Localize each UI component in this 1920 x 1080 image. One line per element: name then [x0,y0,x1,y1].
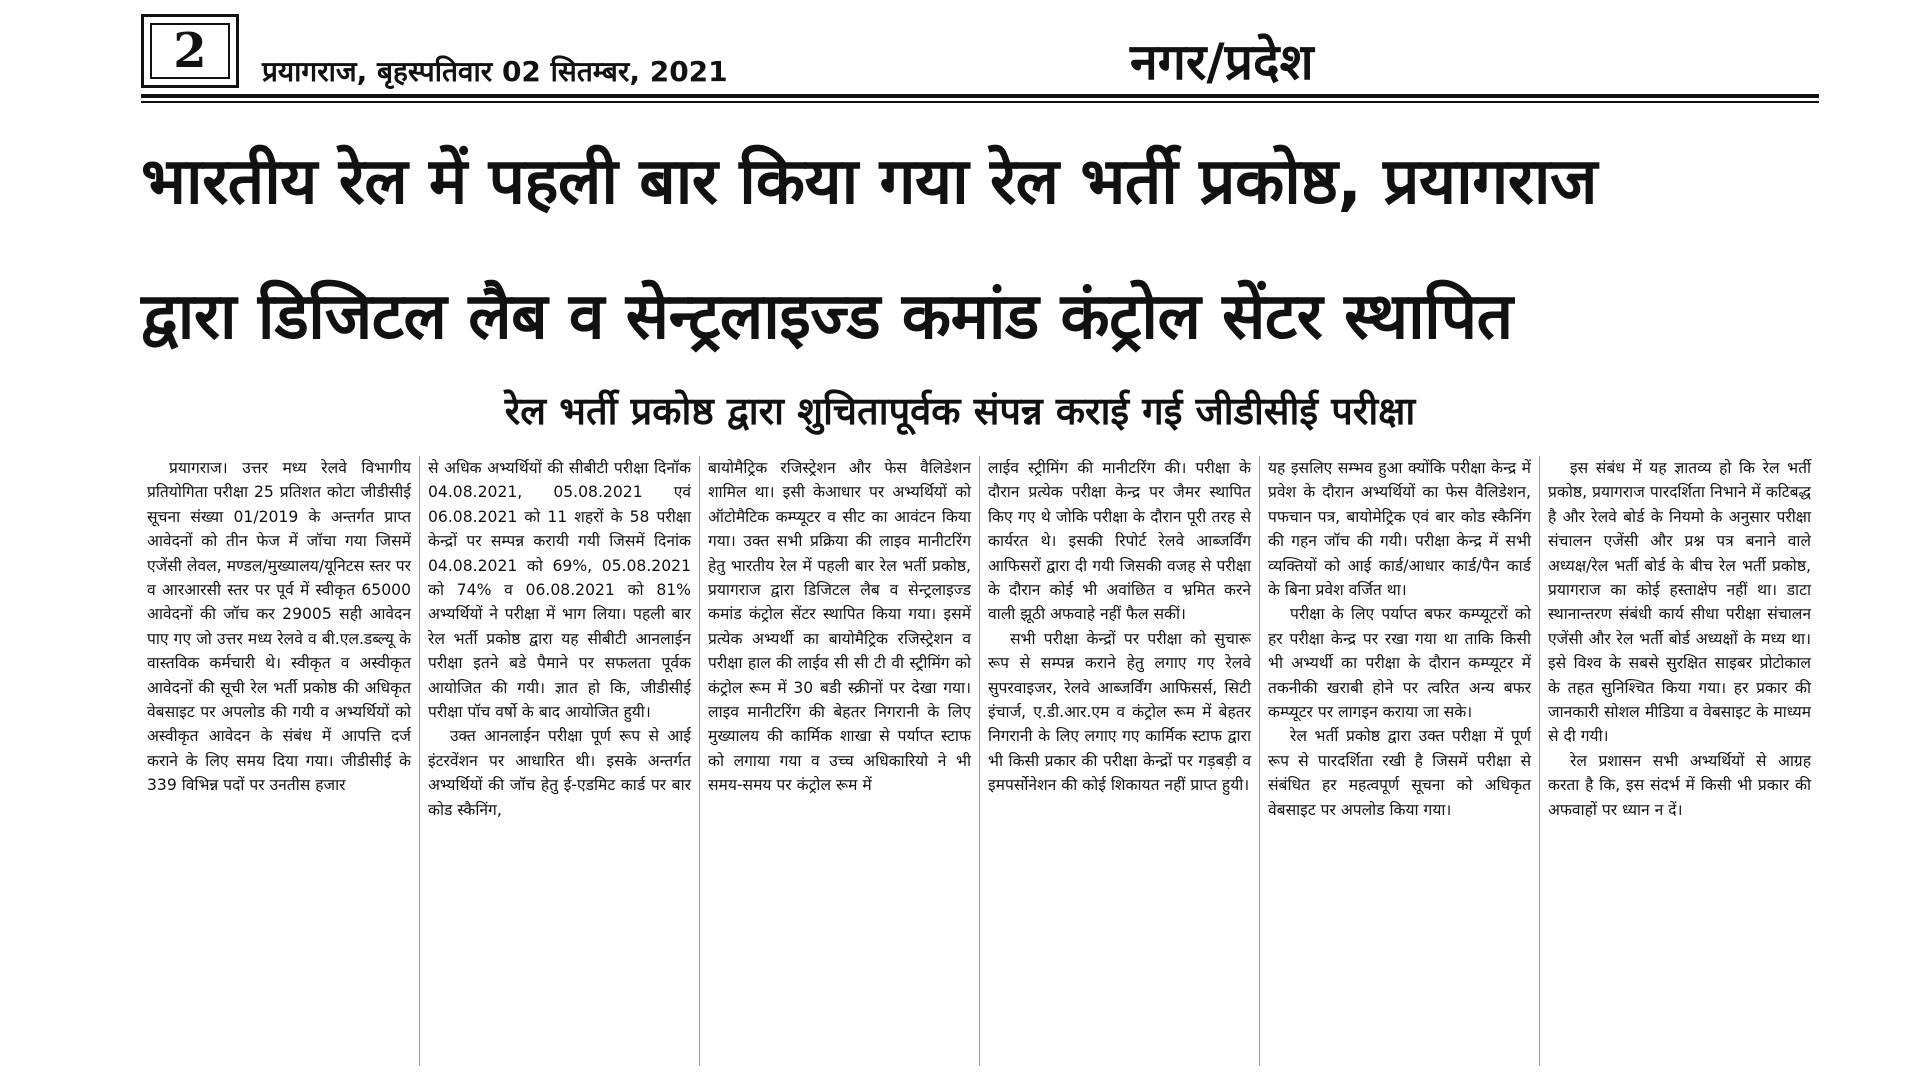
article-column-1 [139,456,419,1066]
paragraph: से अधिक अभ्यर्थियों की सीबीटी परीक्षा दिनॉक 04.08.2021, 05.08.2021 एवं 06.08.2021 को 11 शहरों के 58 परीक्षा केन्द्रों पर सम्पन्न करायी गयी जिसमें दिनांक 04.08.2021 को 69%, 05.08.2021 को 74% व 06.08.2021 को 81% अभ्यर्थियों ने परीक्षा में भाग लिया। पहली बार रेल भर्ती प्रकोष्ठ द्वारा यह सीबीटी आनलाईन परीक्षा इतने बडे पैमाने पर सफलता पूर्वक आयोजित की गयी। ज्ञात हो कि, जीडीसीई परीक्षा पॉच वर्षो के बाद आयोजित हुयी। [428,459,691,722]
paragraph: प्रयागराज। उत्तर मध्य रेलवे विभागीय प्रतियोगिता परीक्षा 25 प्रतिशत कोटा जीडीसीई सूचना संख्या 01/2019 के अन्तर्गत प्राप्त आवेदनों को तीन फेज में जॉचा गया जिसमें एजेंसी लेवल, मण्डल/मुख्यालय/यूनिटस स्तर पर व आरआरसी स्तर पर पूर्व में स्वीकृत 65000 आवेदनों की जॉच कर 29005 सही आवेदन पाए गए जो उत्तर मध्य रेलवे व बी.एल.डब्ल्यू के वास्तविक कर्मचारी थे। स्वीकृत व अस्वीकृत आवेदनों की सूची रेल भर्ती प्रकोष्ठ की अधिकृत वेबसाइट पर अपलोड की गयी व अभ्यर्थियों को अस्वीकृत आवेदन के संबंध में आपत्ति दर्ज कराने के लिए समय दिया गया। जीडीसीई के 339 विभिन्न पदों पर उनतीस हजार [147,459,411,795]
paragraph: उक्त आनलाईन परीक्षा पूर्ण रूप से आई इंटरवेंशन पर आधारित थी। इसके अन्तर्गत अभ्यर्थियों की जॉच हेतु ई-एडमिट कार्ड पर बार कोड स्कैनिंग, [428,727,691,819]
paragraph: यह इसलिए सम्भव हुआ क्योंकि परीक्षा केन्द्र में प्रवेश के दौरान अभ्यर्थियों का फेस वैलिडेशन, पफचान पत्र, बायोमेट्रिक एवं बार कोड स्कैनिंग की गहन जॉच की गयी। परीक्षा केन्द्र में सभी व्यक्तियों को आई कार्ड/आधार कार्ड/पैन कार्ड के बिना प्रवेश वर्जित था। [1268,459,1531,600]
paragraph: इस संबंध में यह ज्ञातव्य हो कि रेल भर्ती प्रकोष्ठ, प्रयागराज पारदर्शिता निभाने में कटिबद्ध है और रेलवे बोर्ड के नियमो के अनुसार परीक्षा संचालन एजेंसी और प्रश्न पत्र बनाने वाले अध्यक्ष/रेल भर्ती बोर्ड के बीच रेल भर्ती प्रकोष्ठ, प्रयागराज का कोई हस्ताक्षेप नहीं था। डाटा स्थानान्तरण संबंधी कार्य सीधा परीक्षा संचालन एजेंसी और रेल भर्ती बोर्ड अध्यक्षों के मध्य था। इसे विश्व के सबसे सुरक्षित साइबर प्रोटोकाल के तहत सुनिश्चित किया गया। हर प्रकार की जानकारी सोशल मीडिया व वेबसाइट के माध्यम से दी गयी। [1548,459,1811,746]
article-column-4 [979,456,1259,1066]
paragraph: लाईव स्ट्रीमिंग की मानीटरिंग की। परीक्षा के दौरान प्रत्येक परीक्षा केन्द्र पर जैमर स्थापित किए गए थे जोकि परीक्षा के दौरान पूरी तरह से कार्यरत थे। इसकी रिपोर्ट रेलवे आब्जर्विंग आफिसरों द्वारा दी गयी जिसकी वजह से परीक्षा के दौरान कोई भी अवांछित व भ्रमित करने वाली झूठी अफवाहे नहीं फैल सकीं। [988,459,1251,624]
paragraph: बायोमैट्रिक रजिस्ट्रेशन और फेस वैलिडेशन शामिल था। इसी केआधार पर अभ्यर्थियों को ऑटोमैटिक कम्प्यूटर व सीट का आवंटन किया गया। उक्त सभी प्रक्रिया की लाइव मानीटरिंग हेतु भारतीय रेल में पहली बार रेल भर्ती प्रकोष्ठ, प्रयागराज द्वारा डिजिटल लैब व सेन्ट्रलाइज्ड कमांड कंट्रोल सेंटर स्थापित किया गया। इसमें प्रत्येक अभ्यर्थी का बायोमैट्रिक रजिस्ट्रेशन व परीक्षा हाल की लाईव सी सी टी वी स्ट्रीमिंग को कंट्रोल रूम में 30 बडी स्क्रीनों पर देखा गया। लाइव मानीटरिंग की बेहतर निगरानी के लिए मुख्यालय की कार्मिक शाखा से पर्याप्त स्टाफ को लगाया गया व उच्च अधिकारियो ने भी समय-समय पर कंट्रोल रूम में [708,459,971,795]
page-number-box [141,14,239,88]
masthead-rule-thin [141,101,1819,103]
page-number: 2 [150,23,230,79]
paragraph: रेल भर्ती प्रकोष्ठ द्वारा उक्त परीक्षा में पूर्ण रूप से पारदर्शिता रखी है जिसमें परीक्षा से संबंधित हर महत्वपूर्ण सूचना को अधिकृत वेबसाइट पर अपलोड किया गया। [1268,727,1531,819]
article-body [139,456,1819,1066]
article-column-6 [1539,456,1819,1066]
masthead-rule [141,94,1819,98]
paragraph: परीक्षा के लिए पर्याप्त बफर कम्प्यूटरों को हर परीक्षा केन्द्र पर रखा गया था ताकि किसी भी अभ्यर्थी का परीक्षा के दौरान कम्प्यूटर में तकनीकी खराबी होने पर त्वरित अन्य बफर कम्प्यूटर पर लागइन कराया जा सके। [1268,605,1531,722]
subheadline: रेल भर्ती प्रकोष्ठ द्वारा शुचितापूर्वक संपन्न कराई गई जीडीसीई परीक्षा [504,389,1416,433]
headline-line-2: द्वारा डिजिटल लैब व सेन्ट्रलाइज्ड कमांड कंट्रोल सेंटर स्थापित [141,280,1513,354]
article-column-3 [699,456,979,1066]
article-column-2 [419,456,699,1066]
article-column-5 [1259,456,1539,1066]
headline-line-1: भारतीय रेल में पहली बार किया गया रेल भर्ती प्रकोष्ठ, प्रयागराज [141,145,1597,219]
paragraph: रेल प्रशासन सभी अभ्यर्थियों से आग्रह करता है कि, इस संदर्भ में किसी भी प्रकार की अफवाहों पर ध्यान न दें। [1548,751,1811,819]
section-label: नगर/प्रदेश [1130,33,1314,91]
dateline: प्रयागराज, बृहस्पतिवार 02 सितम्बर, 2021 [262,55,728,88]
paragraph: सभी परीक्षा केन्द्रों पर परीक्षा को सुचारू रूप से सम्पन्न कराने हेतु लगाए गए रेलवे सुपरवाइजर, रेलवे आब्जर्विंग आफिसर्स, सिटी इंचार्ज, ए.डी.आर.एम व कंट्रोल रूम में बेहतर निगरानी के लिए लगाए गए कार्मिक स्टाफ द्वारा भी किसी प्रकार की परीक्षा केन्द्रों पर गड़बड़ी व इमपर्सोनेशन की कोई शिकायत नहीं प्राप्त हुयी। [988,629,1251,795]
